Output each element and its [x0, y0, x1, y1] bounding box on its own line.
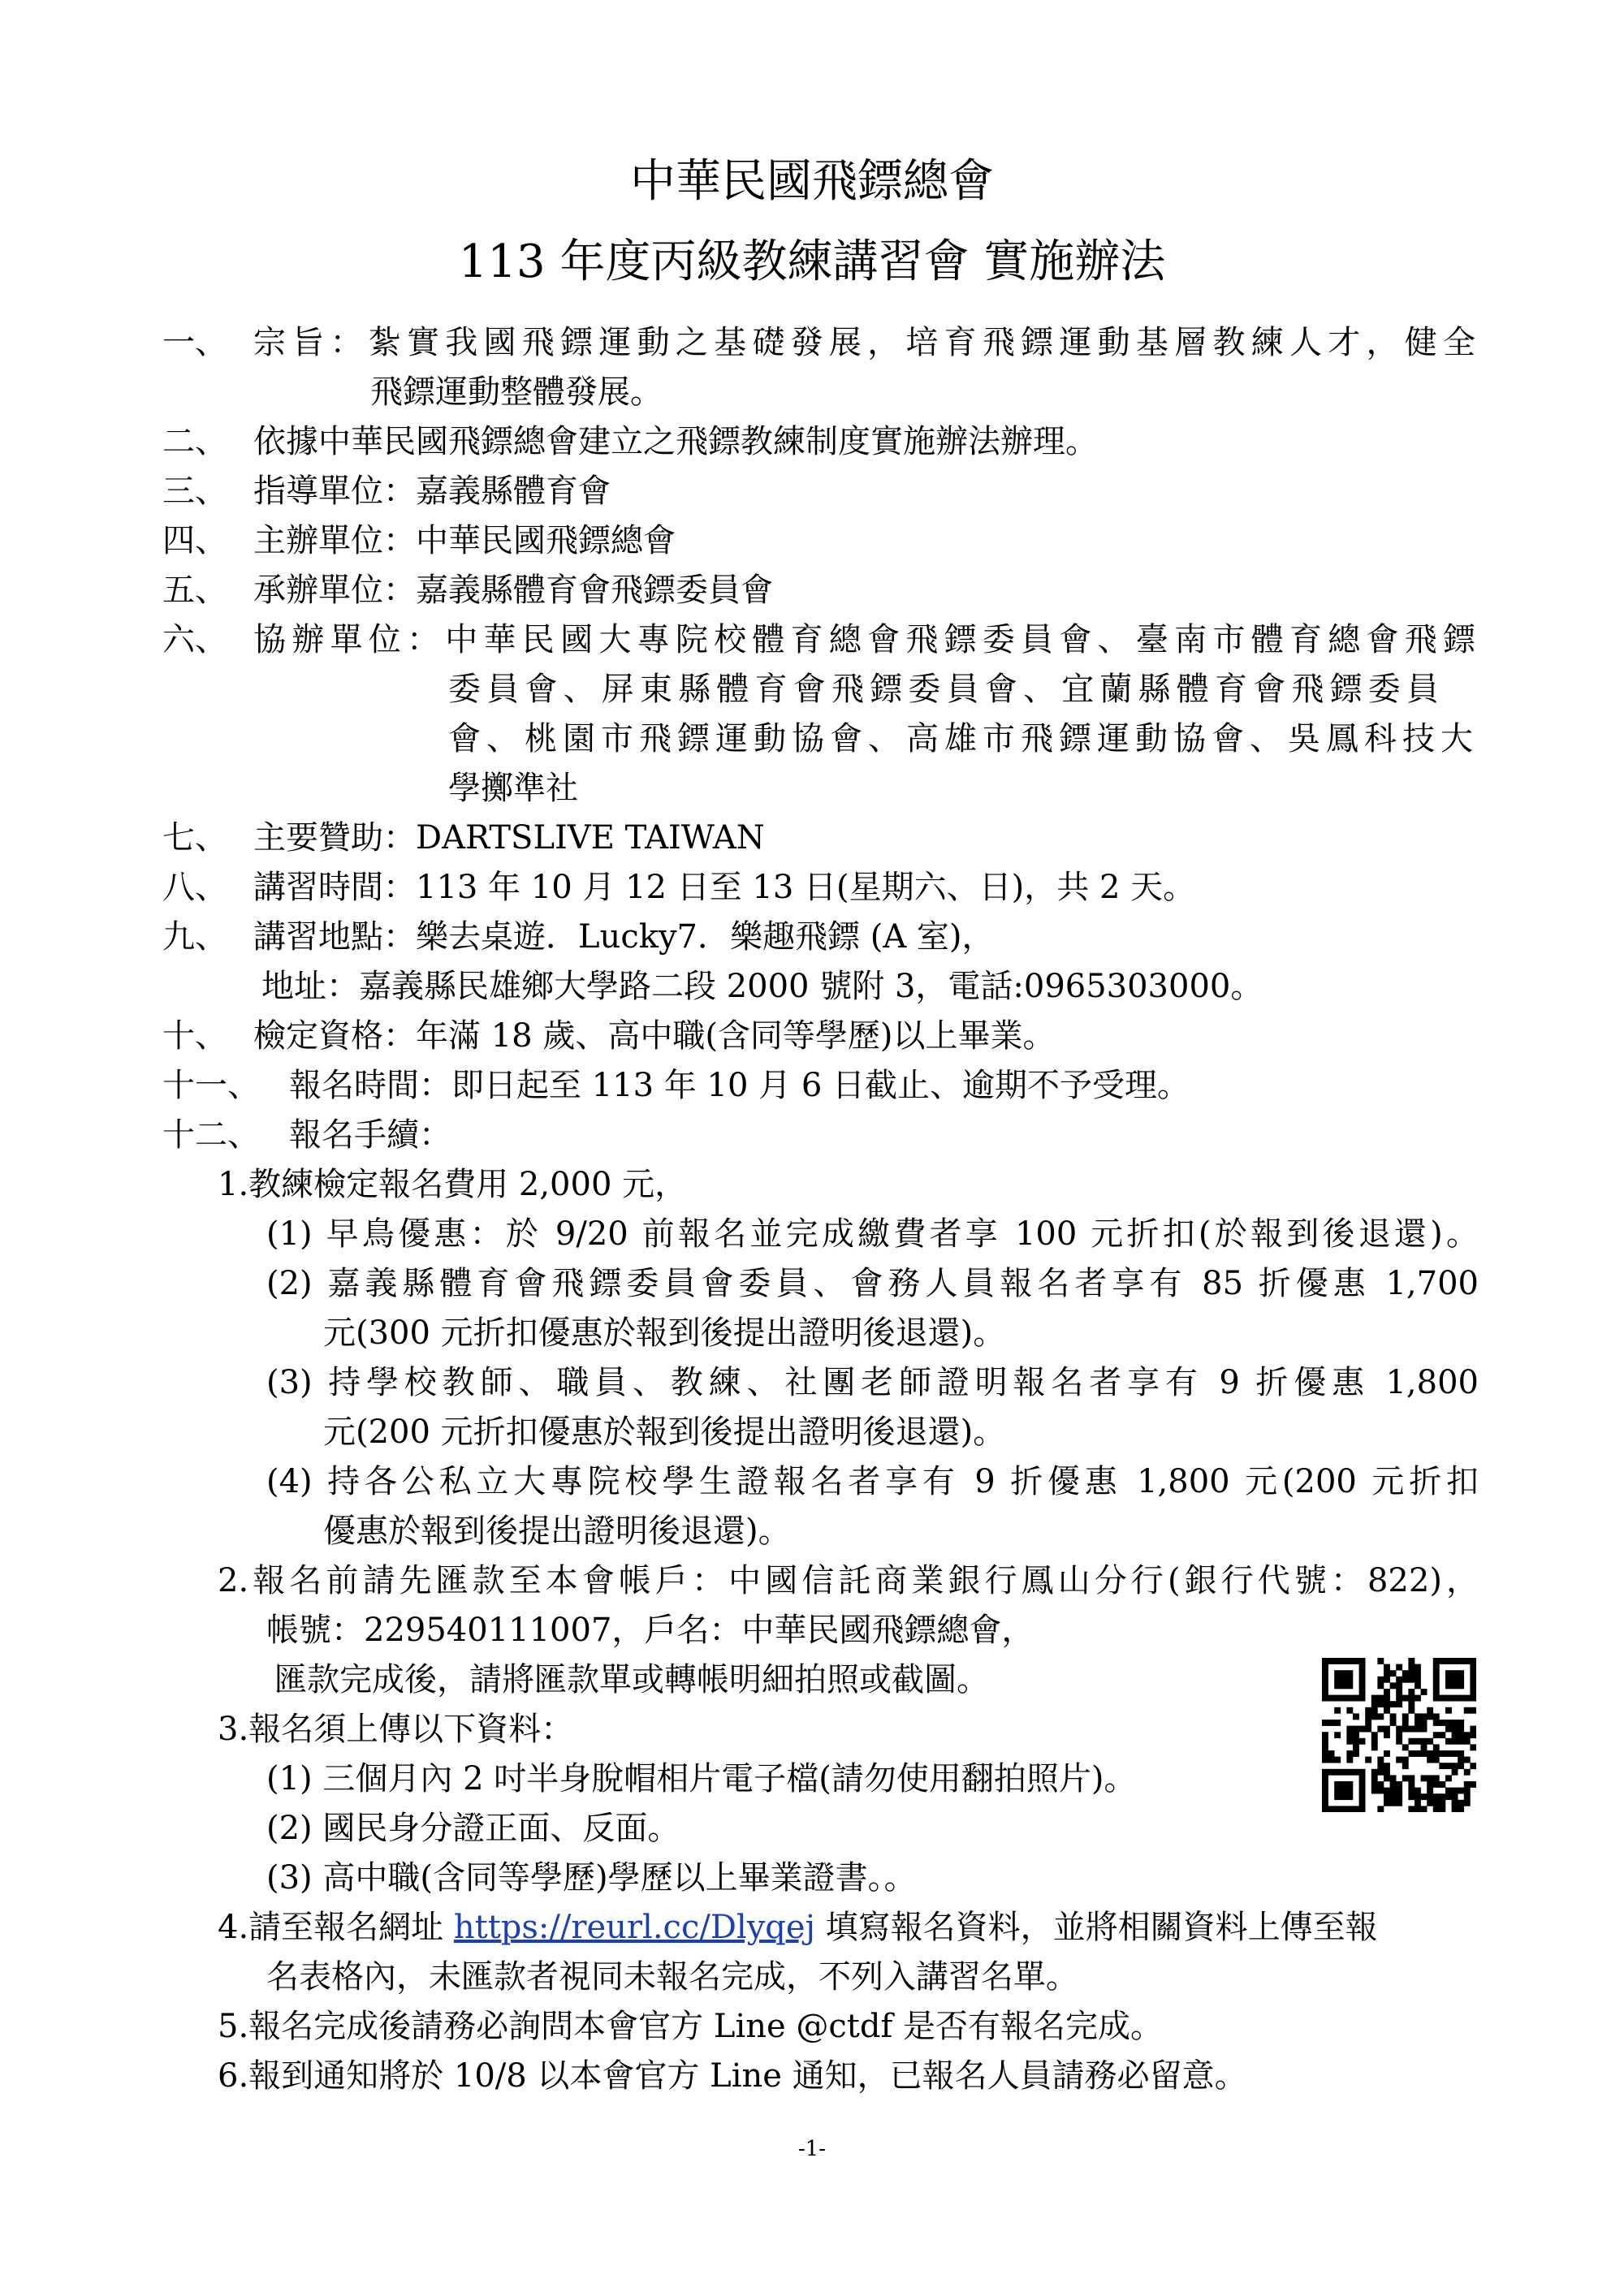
section-number: 二、 [162, 423, 227, 460]
registration-link[interactable]: https://reurl.cc/Dlyqej [453, 1909, 815, 1946]
section-6-line-2: 委員會、屏東縣體育會飛鏢委員會、宜蘭縣體育會飛鏢委員 [448, 671, 1439, 708]
item-1-sub-4-line-1: (4) 持各公私立大專院校學生證報名者享有 9 折優惠 1,800 元(200 元折扣 [266, 1463, 1479, 1500]
item-4-line-1 [218, 1911, 1378, 1944]
item-2-line-3: 匯款完成後，請將匯款單或轉帳明細拍照或截圖。 [274, 1661, 989, 1698]
item-5-text: 5.報名完成後請務必詢問本會官方 Line @ctdf 是否有報名完成。 [218, 2008, 1163, 2045]
page-title: 113 年度丙級教練講習會 實施辦法 [458, 235, 1166, 288]
section-9-line-2: 地址：嘉義縣民雄鄉大學路二段 2000 號附 3，電話:0965303000。 [261, 968, 1263, 1005]
item-2-line-2: 帳號：229540111007，戶名：中華民國飛鏢總會， [266, 1612, 1034, 1649]
section-number: 八、 [162, 869, 227, 906]
item-4-line-2: 名表格內，未匯款者視同未報名完成，不列入講習名單。 [266, 1958, 1078, 1996]
item-1-sub-3-line-2: 元(200 元折扣優惠於報到後提出證明後退還)。 [323, 1413, 1006, 1451]
section-number: 三、 [162, 473, 227, 510]
item-1-sub-4-line-2: 優惠於報到後提出證明後退還)。 [323, 1513, 791, 1550]
section-2-text: 依據中華民國飛鏢總會建立之飛鏢教練制度實施辦法辦理。 [253, 423, 1098, 460]
section-number: 十二、 [162, 1116, 260, 1154]
section-number: 五、 [162, 572, 227, 609]
section-number: 十一、 [162, 1067, 260, 1104]
item-3-sub-1: (1) 三個月內 2 吋半身脫帽相片電子檔(請勿使用翻拍照片)。 [266, 1760, 1137, 1798]
section-number: 四、 [162, 522, 227, 559]
section-1-line-2: 飛鏢運動整體發展。 [370, 373, 663, 411]
section-10-text: 檢定資格：年滿 18 歲、高中職(含同等學歷)以上畢業。 [253, 1017, 1056, 1055]
org-title: 中華民國飛鏢總會 [630, 155, 994, 208]
item-3-sub-2: (2) 國民身分證正面、反面。 [266, 1810, 680, 1847]
item-4-prefix: 4.請至報名網址 [218, 1909, 454, 1946]
item-1-sub-1: (1) 早鳥優惠：於 9/20 前報名並完成繳費者享 100 元折扣(於報到後退還)。 [266, 1215, 1479, 1253]
page-number: -1- [797, 2137, 827, 2161]
section-number: 一、 [162, 324, 227, 361]
section-6-line-1: 協辦單位：中華民國大專院校體育總會飛鏢委員會、臺南市體育總會飛鏢 [253, 621, 1475, 658]
section-11-text: 報名時間：即日起至 113 年 10 月 6 日截止、逾期不予受理。 [289, 1067, 1190, 1104]
section-1-line-1: 宗旨：紮實我國飛鏢運動之基礎發展，培育飛鏢運動基層教練人才，健全 [253, 324, 1475, 361]
section-number: 十、 [162, 1017, 227, 1055]
item-3-sub-3: (3) 高中職(含同等學歷)學歷以上畢業證書。。 [266, 1859, 917, 1897]
item-3-text: 3.報名須上傳以下資料： [218, 1711, 574, 1748]
section-12-text: 報名手續： [289, 1116, 451, 1154]
item-1-text: 1.教練檢定報名費用 2,000 元， [218, 1166, 688, 1203]
section-6-line-3: 會、桃園市飛鏢運動協會、高雄市飛鏢運動協會、吳鳳科技大 [448, 720, 1473, 757]
item-1-sub-3-line-1: (3) 持學校教師、職員、教練、社團老師證明報名者享有 9 折優惠 1,800 [266, 1364, 1479, 1401]
item-4-suffix: 填寫報名資料，並將相關資料上傳至報 [814, 1909, 1378, 1946]
item-6-text: 6.報到通知將於 10/8 以本會官方 Line 通知，已報名人員請務必留意。 [218, 2057, 1247, 2095]
item-2-line-1: 2.報名前請先匯款至本會帳戶：中國信託商業銀行鳳山分行(銀行代號：822)， [218, 1562, 1479, 1599]
section-3-text: 指導單位：嘉義縣體育會 [253, 473, 611, 510]
section-number: 七、 [162, 819, 227, 857]
section-5-text: 承辦單位：嘉義縣體育會飛鏢委員會 [253, 572, 773, 609]
item-1-sub-2-line-2: 元(300 元折扣優惠於報到後提出證明後退還)。 [323, 1314, 1006, 1352]
section-4-text: 主辦單位：中華民國飛鏢總會 [253, 522, 676, 559]
section-number: 六、 [162, 621, 227, 658]
section-8-text: 講習時間：113 年 10 月 12 日至 13 日(星期六、日)，共 2 天。 [253, 869, 1196, 906]
qr-code-icon [1322, 1658, 1476, 1812]
section-number: 九、 [162, 918, 227, 956]
section-9-line-1: 講習地點：樂去桌遊．Lucky7．樂趣飛鏢 (A 室)， [253, 918, 995, 956]
section-6-line-4: 學擲準社 [448, 770, 578, 807]
item-1-sub-2-line-1: (2) 嘉義縣體育會飛鏢委員會委員、會務人員報名者享有 85 折優惠 1,700 [266, 1265, 1479, 1302]
section-7-text: 主要贊助：DARTSLIVE TAIWAN [253, 819, 765, 857]
